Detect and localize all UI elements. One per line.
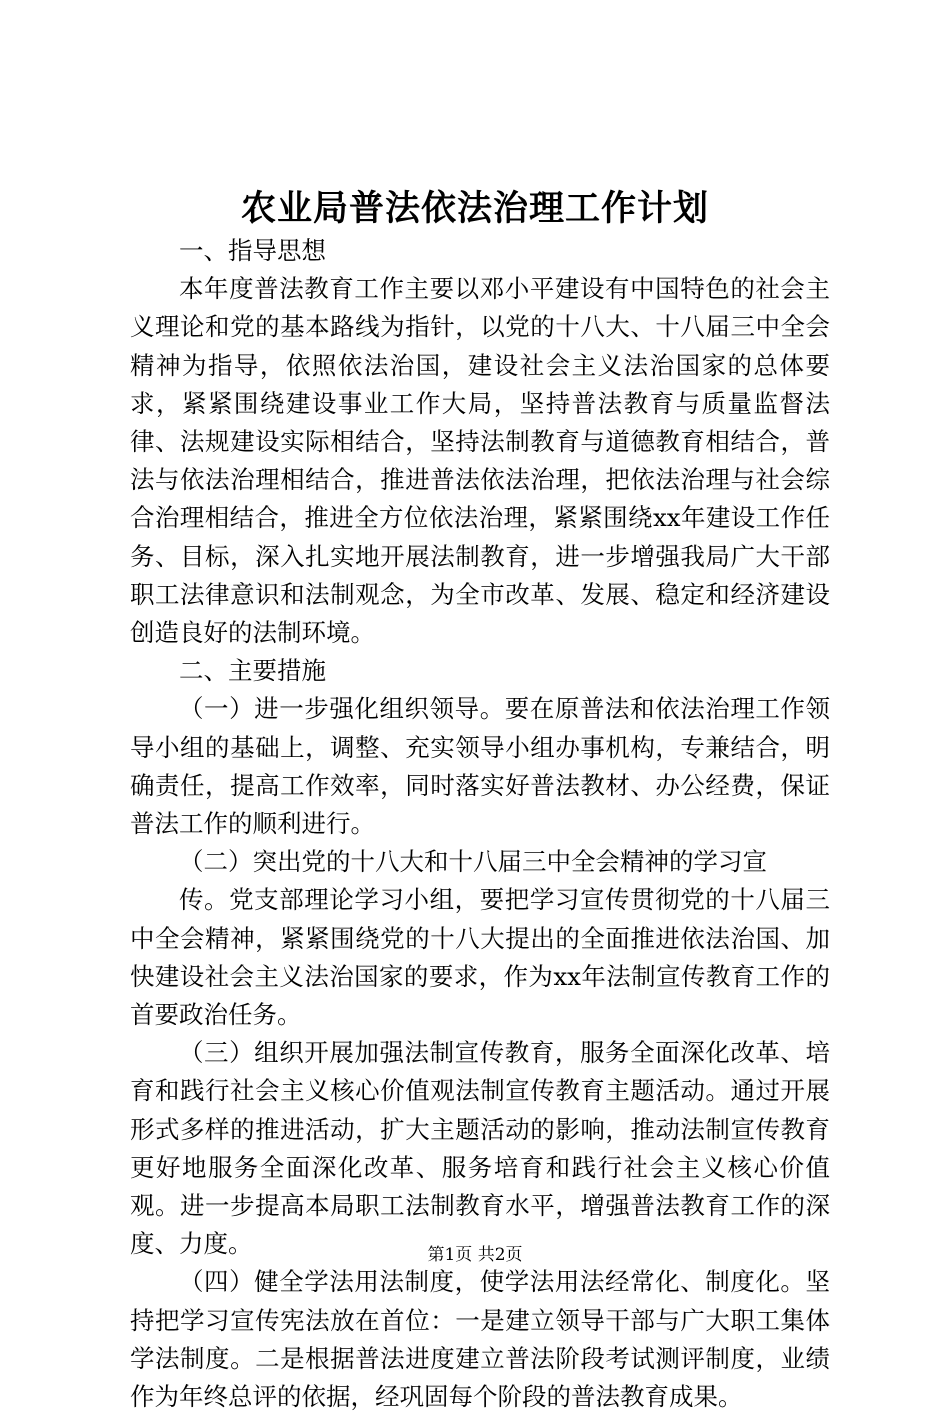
measure-item-3: （三）组织开展加强法制宣传教育，服务全面深化改革、培育和践行社会主义核心价值观法制宣传教育主题活动。通过开展形式多样的推进活动，扩大主题活动的影响，推动法制宣传教育更好地服务全面深化改革、服务培育和践行社会主义核心价值观。进一步提高本局职工法制教育水平，增强普法教育工作的深度、力度。 — [130, 1038, 830, 1259]
document-body — [130, 232, 830, 1416]
page-number-footer: 第1页 共2页 — [427, 1245, 523, 1265]
document-title: 农业局普法依法治理工作计划 — [240, 188, 709, 229]
section-heading-guiding-ideology: 一、指导思想 — [179, 236, 326, 265]
measure-item-4: （四）健全学法用法制度，使学法用法经常化、制度化。坚持把学习宣传宪法放在首位：一是建立领导干部与广大职工集体学法制度。二是根据普法进度建立普法阶段考试测评制度，业绩作为年终总评的依据，经巩固每个阶段的普法教育成果。 — [130, 1267, 830, 1412]
measure-item-1: （一）进一步强化组织领导。要在原普法和依法治理工作领导小组的基础上，调整、充实领导小组办事机构，专兼结合，明确责任，提高工作效率，同时落实好普法教材、办公经费，保证普法工作的顺利进行。 — [130, 694, 830, 839]
section-heading-main-measures: 二、主要措施 — [179, 656, 326, 686]
paragraph-guiding-ideology: 本年度普法教育工作主要以邓小平建设有中国特色的社会主义理论和党的基本路线为指针，以党的十八大、十八届三中全会精神为指导，依照依法治国，建设社会主义法治国家的总体要求，紧紧围绕建设事业工作大局，坚持普法教育与质量监督法律、法规建设实际相结合，坚持法制教育与道德教育相结合，普法与依法治理相结合，推进普法依法治理，把依法治理与社会综合治理相结合，推进全方位依法治理，紧紧围绕xx年建设工作任务、目标，深入扎实地开展法制教育，进一步增强我局广大干部职工法律意识和法制观念，为全市改革、发展、稳定和经济建设创造良好的法制环境。 — [130, 274, 830, 648]
measure-item-2-heading: （二）突出党的十八大和十八届三中全会精神的学习宣 — [179, 847, 767, 877]
measure-item-2-body: 传。党支部理论学习小组，要把学习宣传贯彻党的十八届三中全会精神，紧紧围绕党的十八大提出的全面推进依法治国、加快建设社会主义法治国家的要求，作为xx年法制宣传教育工作的首要政治任务。 — [130, 885, 830, 1030]
